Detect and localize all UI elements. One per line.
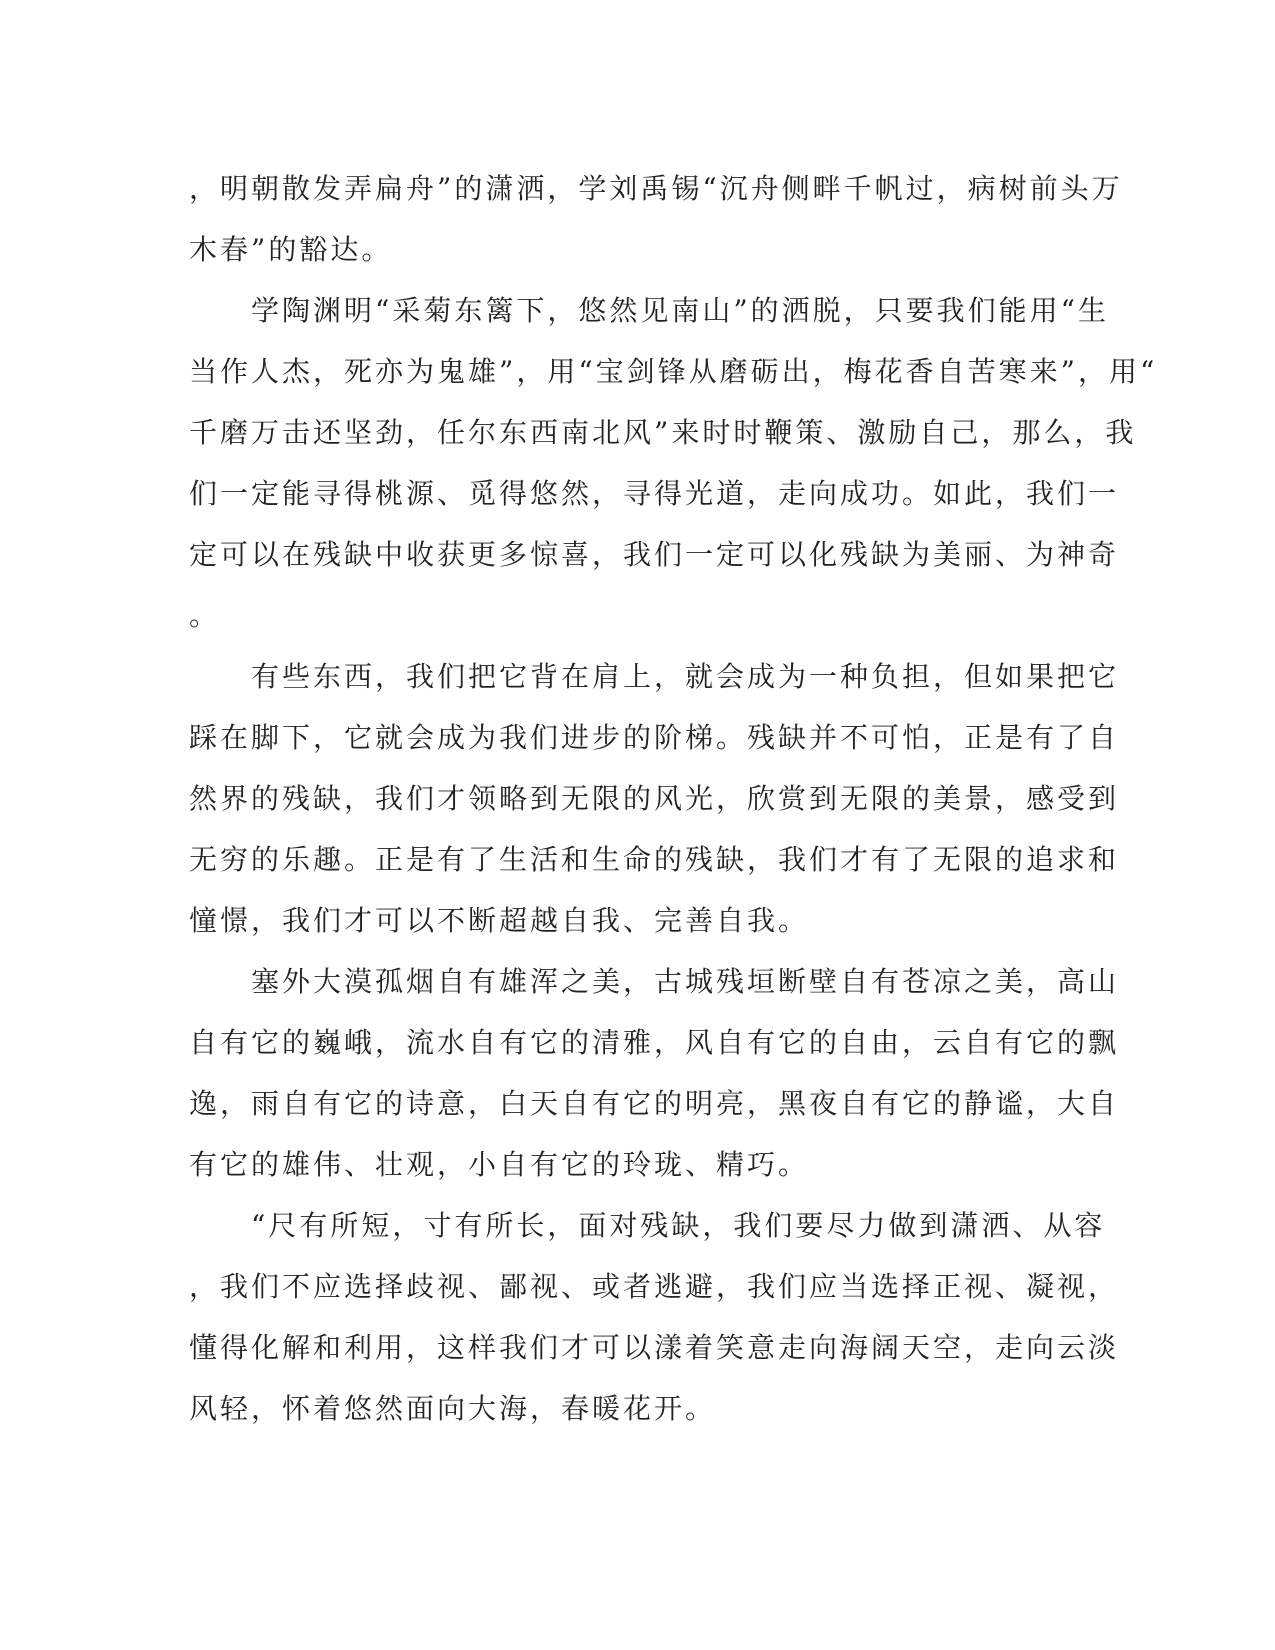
- text-line: 学陶渊明“采菊东篱下，悠然见南山”的洒脱，只要我们能用“生: [189, 294, 1109, 327]
- text-line: 无穷的乐趣。正是有了生活和生命的残缺，我们才有了无限的追求和: [189, 843, 1120, 876]
- text-line: 逸，雨自有它的诗意，白天自有它的明亮，黑夜自有它的静谧，大自: [189, 1087, 1120, 1120]
- text-line: 有些东西，我们把它背在肩上，就会成为一种负担，但如果把它: [189, 660, 1120, 693]
- text-line: 自有它的巍峨，流水自有它的清雅，风自有它的自由，云自有它的飘: [189, 1026, 1120, 1059]
- body-text: [189, 158, 1158, 1439]
- text-line: 定可以在残缺中收获更多惊喜，我们一定可以化残缺为美丽、为神奇: [189, 538, 1120, 571]
- text-line: ，明朝散发弄扁舟”的潇洒，学刘禹锡“沉舟侧畔千帆过，病树前头万: [189, 172, 1123, 205]
- text-line: 千磨万击还坚劲，任尔东西南北风”来时时鞭策、激励自己，那么，我: [189, 416, 1137, 449]
- text-line: 们一定能寻得桃源、觅得悠然，寻得光道，走向成功。如此，我们一: [189, 477, 1120, 510]
- text-line: 憧憬，我们才可以不断超越自我、完善自我。: [189, 904, 810, 937]
- text-line: 有它的雄伟、壮观，小自有它的玲珑、精巧。: [189, 1148, 810, 1181]
- text-line: 塞外大漠孤烟自有雄浑之美，古城残垣断壁自有苍凉之美，高山: [189, 965, 1120, 998]
- text-line: 懂得化解和利用，这样我们才可以漾着笑意走向海阔天空，走向云淡: [189, 1331, 1120, 1364]
- text-line: 。: [189, 599, 221, 632]
- text-line: 当作人杰，死亦为鬼雄”，用“宝剑锋从磨砺出，梅花香自苦寒来”，用“: [189, 355, 1158, 388]
- text-line: 踩在脚下，它就会成为我们进步的阶梯。残缺并不可怕，正是有了自: [189, 721, 1120, 754]
- text-line: 风轻，怀着悠然面向大海，春暖花开。: [189, 1392, 717, 1425]
- text-line: 木春”的豁达。: [189, 233, 393, 266]
- text-line: 然界的残缺，我们才领略到无限的风光，欣赏到无限的美景，感受到: [189, 782, 1120, 815]
- text-line: ，我们不应选择歧视、鄙视、或者逃避，我们应当选择正视、凝视，: [189, 1270, 1120, 1303]
- text-line: “尺有所短，寸有所长，面对残缺，我们要尽力做到潇洒、从容: [189, 1209, 1106, 1242]
